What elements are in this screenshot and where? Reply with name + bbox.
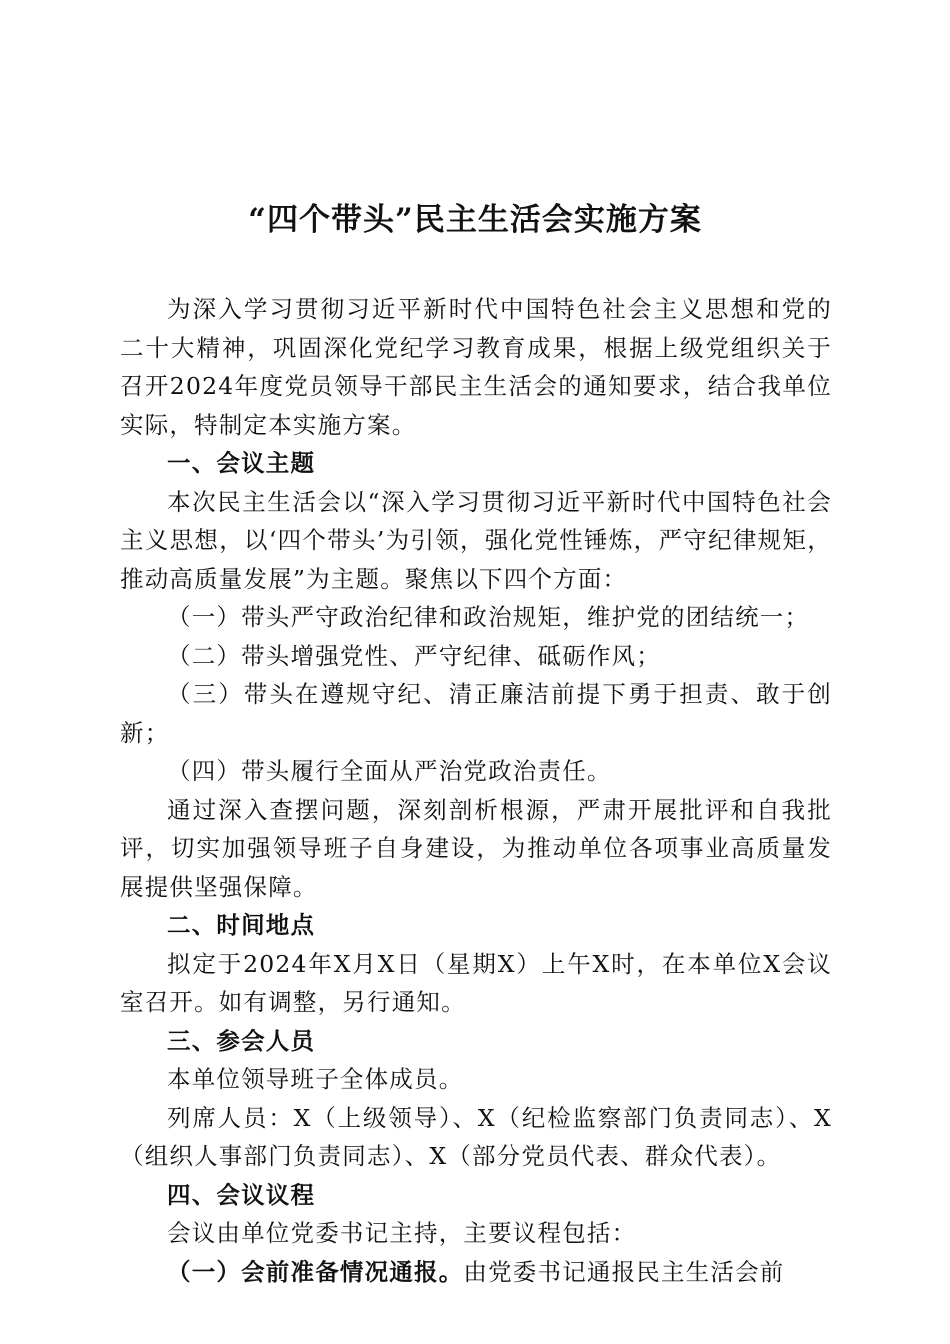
time-place-paragraph: 拟定于2024年X月X日（星期X）上午X时，在本单位X会议室召开。如有调整，另行通知。 xyxy=(120,949,832,1016)
section-heading-theme: 一、会议主题 xyxy=(167,449,316,477)
document-body xyxy=(120,290,832,1291)
agenda-item-1-text: 由党委书记通报民主生活会前 xyxy=(463,1257,785,1286)
theme-item-3: （三）带头在遵规守纪、清正廉洁前提下勇于担责、敢于创新； xyxy=(120,680,832,747)
section-heading-time-place: 二、时间地点 xyxy=(167,911,316,939)
observers-paragraph: 列席人员：X（上级领导）、X（纪检监察部门负责同志）、X（组织人事部门负责同志）、X（部分党员代表、群众代表）。 xyxy=(120,1103,832,1170)
intro-paragraph: 为深入学习贯彻习近平新时代中国特色社会主义思想和党的二十大精神，巩固深化党纪学习教育成果，根据上级党组织关于召开2024年度党员领导干部民主生活会的通知要求，结合我单位实际，特制定本实施方案。 xyxy=(120,295,832,439)
agenda-intro-paragraph: 会议由单位党委书记主持，主要议程包括： xyxy=(167,1219,637,1247)
agenda-item-1-lead: （一）会前准备情况通报。 xyxy=(167,1257,464,1286)
theme-paragraph: 本次民主生活会以“深入学习贯彻习近平新时代中国特色社会主义思想，以‘四个带头’为引领，强化党性锤炼，严守纪律规矩，推动高质量发展”为主题。聚焦以下四个方面： xyxy=(120,487,832,593)
theme-item-1: （一）带头严守政治纪律和政治规矩，维护党的团结统一； xyxy=(167,603,810,631)
theme-item-2: （二）带头增强党性、严守纪律、砥砺作风； xyxy=(167,641,661,670)
section-heading-agenda: 四、会议议程 xyxy=(167,1180,316,1209)
theme-item-4: （四）带头履行全面从严治党政治责任。 xyxy=(167,757,612,785)
document-title: “四个带头”民主生活会实施方案 xyxy=(248,202,702,238)
theme-summary-paragraph: 通过深入查摆问题，深刻剖析根源，严肃开展批评和自我批评，切实加强领导班子自身建设，为推动单位各项事业高质量发展提供坚强保障。 xyxy=(120,795,832,901)
agenda-item-1 xyxy=(120,1253,832,1292)
attendees-paragraph: 本单位领导班子全体成员。 xyxy=(167,1065,464,1093)
section-heading-attendees: 三、参会人员 xyxy=(167,1026,316,1055)
